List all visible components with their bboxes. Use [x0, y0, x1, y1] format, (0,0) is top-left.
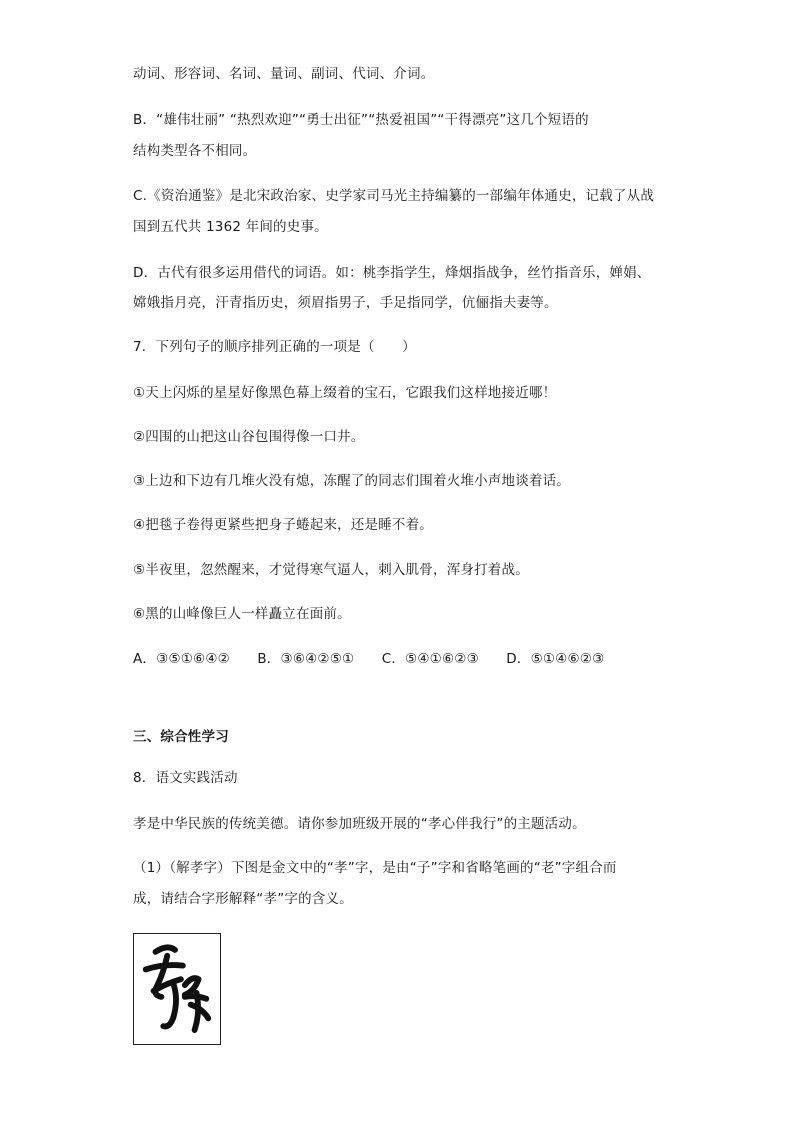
sentence-6: ⑥黑的山峰像巨人一样矗立在面前。 — [133, 606, 351, 622]
seal-glyph-drawing — [134, 934, 220, 1044]
sentence-4: ④把毯子卷得更紧些把身子蜷起来，还是睡不着。 — [133, 517, 434, 533]
sentence-1: ①天上闪烁的星星好像黑色幕上缀着的宝石，它跟我们这样地接近哪！ — [133, 385, 557, 401]
sentence-3: ③上边和下边有几堆火没有熄，冻醒了的同志们围着火堆小声地谈着话。 — [133, 473, 571, 489]
option-d-line-1: D．古代有很多运用借代的词语。如：桃李指学生，烽烟指战争，丝竹指音乐，婵娟、 — [133, 265, 651, 281]
line-1: 动词、形容词、名词、量词、副词、代词、介词。 — [133, 66, 435, 82]
option-d-line-2: 嫦娥指月亮，汗青指历史，须眉指男子，手足指同学，伉俪指夫妻等。 — [133, 295, 558, 311]
question-7: 7．下列句子的顺序排列正确的一项是（ ） — [133, 339, 416, 355]
intro-paragraph: 孝是中华民族的传统美德。请你参加班级开展的“孝心伴我行”的主题活动。 — [133, 816, 586, 832]
sentence-5: ⑤半夜里，忽然醒来，才觉得寒气逼人，刺入肌骨，浑身打着战。 — [133, 562, 529, 578]
bronze-script-xiao-image — [133, 933, 221, 1045]
option-c-line-1: C.《资治通鉴》是北宋政治家、史学家司马光主持编纂的一部编年体通史，记载了从战 — [133, 188, 655, 204]
subquestion-1-line-2: 成，请结合字形解释“孝”字的含义。 — [133, 891, 353, 907]
subquestion-1-line-1: （1）（解孝字）下图是金文中的“孝”字，是由“子”字和省略笔画的“老”字组合而 — [133, 860, 617, 876]
option-b-line-2: 结构类型各不相同。 — [133, 143, 257, 159]
answer-options: A．③⑤①⑥④② B．③⑥④②⑤① C．⑤④①⑥②③ D．⑤①④⑥②③ — [133, 651, 605, 667]
sentence-2: ②四围的山把这山谷包围得像一口井。 — [133, 429, 365, 445]
option-b-line-1: B．“雄伟壮丽” “热烈欢迎”“勇士出征”“热爱祖国”“干得漂亮”这几个短语的 — [133, 112, 589, 128]
option-c-line-2: 国到五代共 1362 年间的史事。 — [133, 219, 328, 235]
section-heading: 三、综合性学习 — [133, 729, 229, 745]
question-8: 8．语文实践活动 — [133, 770, 238, 786]
